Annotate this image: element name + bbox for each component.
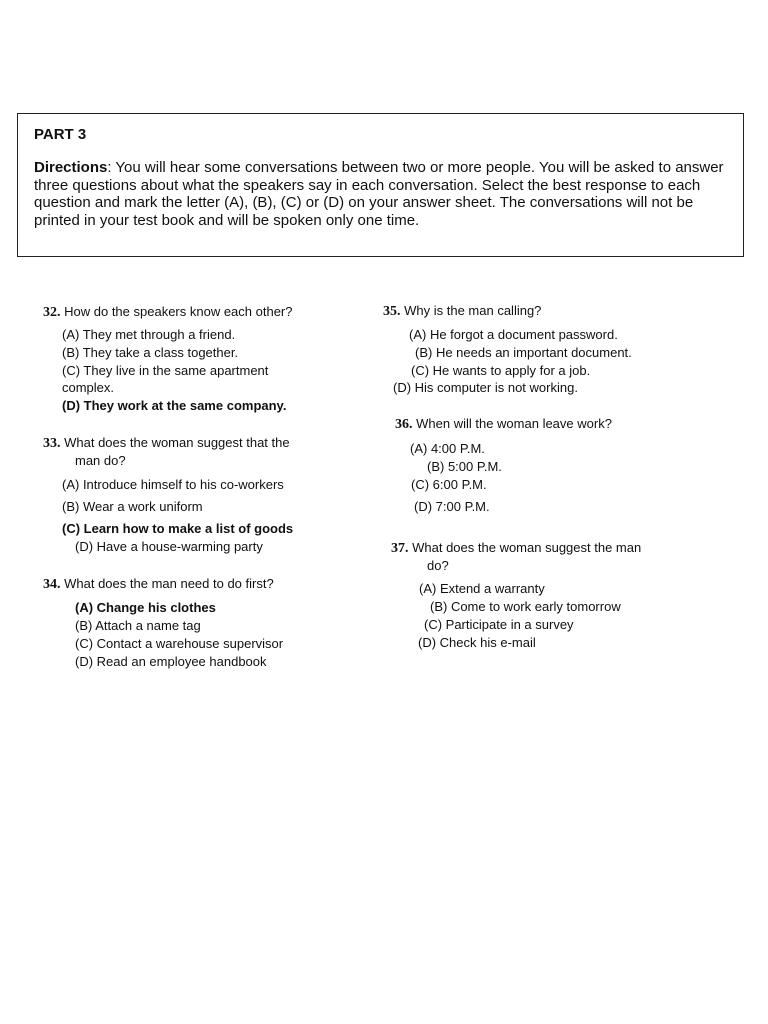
question-number: 34.	[43, 577, 61, 592]
question-number: 37.	[391, 541, 409, 556]
option-34-a: (A) Change his clothes	[75, 600, 216, 615]
question-33	[43, 434, 290, 453]
option-37-b: (B) Come to work early tomorrow	[430, 599, 621, 614]
option-36-a: (A) 4:00 P.M.	[410, 441, 485, 456]
option-32-c-cont: complex.	[62, 380, 115, 395]
option-36-b: (B) 5:00 P.M.	[427, 459, 502, 474]
question-number: 32.	[43, 305, 61, 320]
option-34-c: (C) Contact a warehouse supervisor	[75, 636, 284, 651]
part-title: PART 3	[34, 126, 87, 143]
option-35-b: (B) He needs an important document.	[415, 345, 632, 360]
question-text: When will the woman leave work?	[416, 416, 612, 431]
option-32-d: (D) They work at the same company.	[62, 398, 287, 413]
directions-paragraph	[34, 159, 727, 229]
question-text: Why is the man calling?	[404, 303, 542, 318]
option-33-c: (C) Learn how to make a list of goods	[62, 521, 294, 536]
option-36-c: (C) 6:00 P.M.	[411, 477, 487, 492]
question-number: 36.	[395, 417, 413, 432]
option-37-a: (A) Extend a warranty	[419, 581, 545, 596]
question-number: 35.	[383, 304, 401, 319]
option-33-a: (A) Introduce himself to his co-workers	[62, 477, 284, 492]
question-37-cont: do?	[427, 558, 449, 573]
question-32	[43, 303, 292, 322]
option-36-d: (D) 7:00 P.M.	[414, 499, 490, 514]
question-text: What does the woman suggest the man	[412, 540, 642, 555]
option-35-c: (C) He wants to apply for a job.	[411, 363, 591, 378]
option-35-d: (D) His computer is not working.	[393, 380, 578, 395]
option-32-c: (C) They live in the same apartment	[62, 363, 269, 378]
question-number: 33.	[43, 436, 61, 451]
question-text: What does the woman suggest that the	[64, 435, 290, 450]
option-34-b: (B) Attach a name tag	[75, 618, 201, 633]
question-text: How do the speakers know each other?	[64, 304, 293, 319]
question-33-cont: man do?	[75, 453, 126, 468]
option-32-a: (A) They met through a friend.	[62, 327, 236, 342]
question-35	[383, 302, 541, 321]
option-33-d: (D) Have a house-warming party	[75, 539, 263, 554]
question-36	[395, 415, 612, 434]
directions-label: Directions	[34, 159, 108, 176]
option-37-c: (C) Participate in a survey	[424, 617, 574, 632]
question-34	[43, 575, 274, 594]
option-35-a: (A) He forgot a document password.	[409, 327, 618, 342]
directions-text: : You will hear some conversations between two or more people. You will be asked to answer three questions about what the speakers say in each conversation. Select the best response to each question and mark the letter (A), (B), (C) or (D) on your answer sheet. The conversations will not be printed in your test book and will be spoken only one time.	[34, 159, 724, 229]
option-34-d: (D) Read an employee handbook	[75, 654, 267, 669]
question-37	[391, 539, 641, 558]
question-text: What does the man need to do first?	[64, 576, 274, 591]
option-32-b: (B) They take a class together.	[62, 345, 239, 360]
option-37-d: (D) Check his e-mail	[418, 635, 536, 650]
directions-box	[17, 113, 744, 257]
option-33-b: (B) Wear a work uniform	[62, 499, 203, 514]
